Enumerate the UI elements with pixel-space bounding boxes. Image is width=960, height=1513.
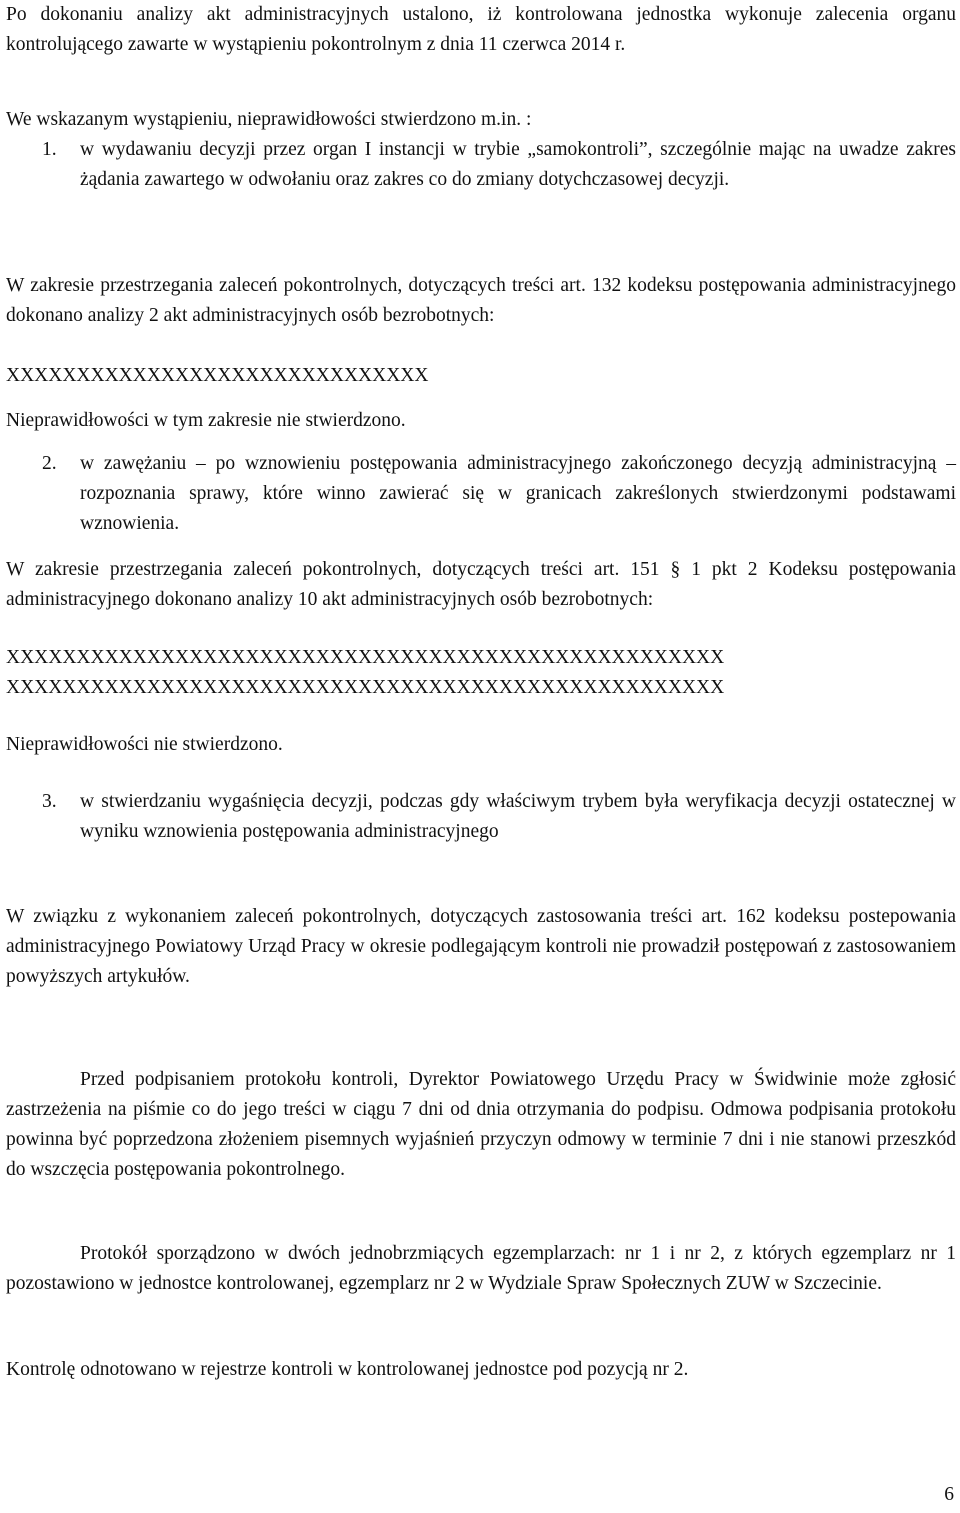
list-item-3	[6, 787, 956, 847]
paragraph-przed-podpisaniem: Przed podpisaniem protokołu kontroli, Dyrektor Powiatowego Urzędu Pracy w Świdwinie może zgłosić zastrzeżenia na piśmie co do jego treści w ciągu 7 dni od dnia otrzymania do podpisu. Odmowa podpisania protokołu powinna być poprzedzona złożeniem pisemnych wyjaśnień przyczyn odmowy w terminie 7 dni i nie stanowi przeszkód do wszczęcia postępowania pokontrolnego.	[6, 1069, 956, 1180]
page-number: 6	[944, 1484, 954, 1505]
paragraph-nieprawidlowosci-1: Nieprawidłowości w tym zakresie nie stwierdzono.	[6, 410, 406, 431]
paragraph-protokol: Protokół sporządzono w dwóch jednobrzmiących egzemplarzach: nr 1 i nr 2, z których egzemplarz nr 1 pozostawiono w jednostce kontrolowanej, egzemplarz nr 2 w Wydziale Spraw Społecznych ZUW w Szczecinie.	[6, 1243, 956, 1294]
paragraph-art132: W zakresie przestrzegania zaleceń pokontrolnych, dotyczących treści art. 132 kodeksu postępowania administracyjnego dokonano analizy 2 akt administracyjnych osób bezrobotnych:	[6, 275, 956, 326]
list-item-2	[6, 449, 956, 539]
list-item-1	[6, 135, 956, 195]
list-item-number: 1.	[42, 139, 57, 160]
paragraph-nieprawidlowosci-2: Nieprawidłowości nie stwierdzono.	[6, 734, 283, 755]
redacted-names-1: XXXXXXXXXXXXXXXXXXXXXXXXXXXXXX	[6, 365, 429, 386]
paragraph-art151: W zakresie przestrzegania zaleceń pokontrolnych, dotyczących treści art. 151 § 1 pkt 2 Kodeksu postępowania administracyjnego dokonano analizy 10 akt administracyjnych osób bezrobotnych:	[6, 559, 956, 610]
list-item-number: 3.	[42, 791, 57, 812]
paragraph-kontrole: Kontrolę odnotowano w rejestrze kontroli w kontrolowanej jednostce pod pozycją nr 2.	[6, 1359, 689, 1380]
list-item-text: w zawężaniu – po wznowieniu postępowania administracyjnego zakończonego decyzją administracyjną – rozpoznania sprawy, które winno zawierać się w granicach zakreślonych stwierdzonymi podstawami wznowienia.	[80, 453, 956, 534]
paragraph-art162: W związku z wykonaniem zaleceń pokontrolnych, dotyczących zastosowania treści art. 162 kodeksu postepowania administracyjnego Powiatowy Urząd Pracy w okresie podlegającym kontroli nie prowadził postępowań z zastosowaniem powyższych artykułów.	[6, 906, 956, 987]
list-item-text: w stwierdzaniu wygaśnięcia decyzji, podczas gdy właściwym trybem była weryfikacja decyzji ostatecznej w wyniku wznowienia postępowania administracyjnego	[80, 791, 956, 842]
list-item-number: 2.	[42, 453, 57, 474]
paragraph-wskazanym: We wskazanym wystąpieniu, nieprawidłowości stwierdzono m.in. :	[6, 109, 532, 130]
redacted-names-2b: XXXXXXXXXXXXXXXXXXXXXXXXXXXXXXXXXXXXXXXXXXXXXXXXXXX	[6, 677, 725, 698]
list-item-text: w wydawaniu decyzji przez organ I instancji w trybie „samokontroli”, szczególnie mając na uwadze zakres żądania zawartego w odwołaniu oraz zakres co do zmiany dotychczasowej decyzji.	[80, 139, 956, 190]
redacted-names-2a: XXXXXXXXXXXXXXXXXXXXXXXXXXXXXXXXXXXXXXXXXXXXXXXXXXX	[6, 647, 725, 668]
paragraph-intro: Po dokonaniu analizy akt administracyjnych ustalono, iż kontrolowana jednostka wykonuje zalecenia organu kontrolującego zawarte w wystąpieniu pokontrolnym z dnia 11 czerwca 2014 r.	[6, 4, 956, 55]
